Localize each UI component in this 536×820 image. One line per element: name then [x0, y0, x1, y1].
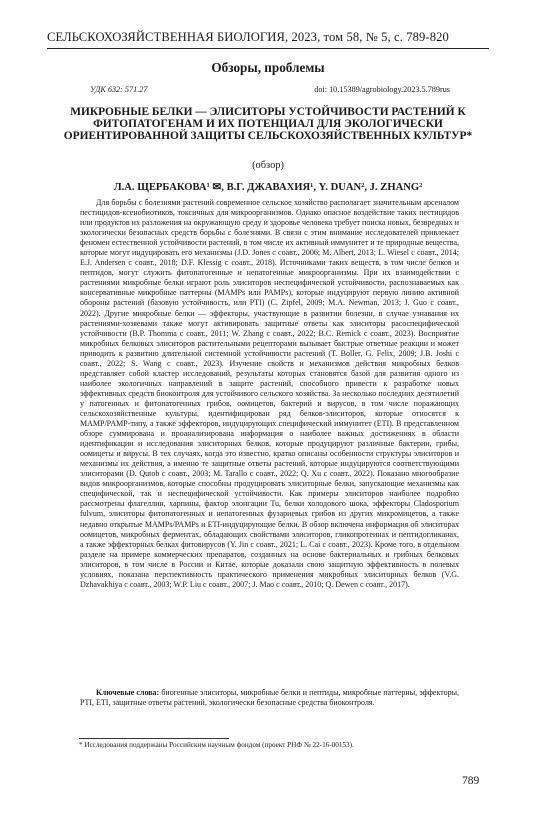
funding-footnote: * Исследования поддержаны Российским научным фондом (проект РНФ № 22-16-00153). [79, 741, 354, 749]
section-title: Обзоры, проблемы [211, 60, 325, 75]
abstract-paragraph: Для борьбы с болезнями растений современное сельское хозяйство располагает значительным арсеналом пестицидов-ксенобиотиков, токсичных для микроорганизмов. Однако опасное воздействие таких пестицидов или продуктов их разложения на окружающую среду и здоровье человека требует поиска новых, безвредных и экологически безопасных средств борьбы с болезнями. В связи с этим внимание исследователей привлекает феномен естественной устойчивости растений, в том числе их активный иммунитет и те природные вещества, которые могут индуцировать его механизмы (J.D. Jones с соавт., 2006; M. Albert, 2013; L. Wiesel с соавт., 2014; E.J. Andersen с соавт., 2018; D.F. Klessig с соавт., 2018). Источниками таких веществ, в том числе белков и пептидов, могут служить фитопатогенные и непатогенные микроорганизмы. При их взаимодействии с растениями микробные белки играют роль элиситоров неспецифической устойчивости, распознаваемых как консервативные микробные паттерны (MAMPs или PAMPs), которые индуцируют первую линию активной обороны растений (базовую устойчивость, или PTI) (C. Zipfel, 2009; M.A. Newman, 2013; J. Guo с соавт., 2022). Другие микробные белки — эффекторы, участвующие в развитии болезни, в случае узнавания их растениями-хозяевами также могут активировать защитные ответы как элиситоры расоспецифической устойчивости (B.P. Thomma с соавт., 2011; W. Zhang с соавт., 2022; B.C. Remick с соавт., 2023). Восприятие микробных белковых элиситоров растительными рецепторами вызывает быстрые ответные реакции и может приводить к развитию длительной системной устойчивости растений (T. Boller, G. Felix, 2009; J.B. Joshi с соавт., 2022; S. Wang с соавт., 2023). Изучение свойств и механизмов действия микробных белков представляет собой кластер исследований, результаты которых становятся базой для развития одного из наиболее экологичных направлений в защите растений, способного привести к разработке новых эффективных средств биоконтроля для устойчивого сельского хозяйства. За несколько последних десятилетий у патогенных и фитопатогенных грибов, оомицетов, бактерий и вирусов, в том числе поражающих сельскохозяйственные культуры, идентифицирован ряд белков-элиситоров, которые относятся к MAMP/PAMP-типу, а также эффекторов, индуцирующих специфический иммунитет (ETI). В представленном обзоре суммирована и проанализирована информация о наиболее важных достижениях в области идентификации и исследования элиситорных белков, которые продуцируют различные бактерии, грибы, оомицеты и вирусы. В тех случаях, когда это известно, кратко описаны особенности структуры элиситоров и механизмы их действия, а именно те защитные ответы растений, которые индуцируются соответствующими элиситорами (D. Qutob с соавт., 2003; M. Tarallo с соавт., 2022; Q. Xu с соавт., 2022). Показано многообразие видов микроорганизмов, которые способны продуцировать элиситорные белки, запускающие механизмы как специфической, так и неспецифической устойчивости. Как примеры элиситоров наиболее подробно рассмотрены флагеллин, харпины, фактор элонгации Tu, белки холодового шока, эффекторы Cladosporium fulvum, элиситоры фитопатогенных и непатогенных фузариевых грибов из других микромицетов, а также недавно открытые MAMPs/PAMPs и ETI-индуцирующие белки. В обзор включена информация об элиситорах оомицетов, микробных ферментах, обладающих свойствами элиситоров, гликопротеинах и пептидогликанах, а также эффекторных белках фитовирусов (Y. Jin с соавт., 2021; L. Cai с соавт., 2023). Кроме того, в отдельном разделе на примере коммерческих препаратов, созданных на основе бактериальных и грибных белковых элиситоров, в том числе в России и Китае, которые доказали свою защитную эффективность в полевых условиях, показана перспективность практического применения микробных элиситорных белков (V.G. Dzhavakhiya с соавт., 2003; W.P. Liu с соавт., 2007; J. Mao с соавт., 2010; Q. Dewen с соавт., 2017). [80, 198, 459, 589]
author-list: Л.А. ЩЕРБАКОВА¹ ✉, В.Г. ДЖАВАХИЯ¹, Y. DUAN², J. ZHANG² [113, 182, 423, 193]
header-divider [47, 48, 489, 49]
journal-header: СЕЛЬСКОХОЗЯЙСТВЕННАЯ БИОЛОГИЯ, 2023, том 58, № 5, с. 789-820 [47, 30, 449, 44]
keywords-label: Ключевые слова: [96, 688, 160, 697]
article-title: МИКРОБНЫЕ БЕЛКИ — ЭЛИСИТОРЫ УСТОЙЧИВОСТИ РАСТЕНИЙ К ФИТОПАТОГЕНАМ И ИХ ПОТЕНЦИАЛ ДЛЯ ЭКОЛОГИЧЕСКИ ОРИЕНТИРОВАННОЙ ЗАЩИТЫ СЕЛЬСКОХОЗЯЙСТВЕННЫХ КУЛЬТУР* [63, 106, 473, 143]
footnote-divider [79, 738, 229, 739]
article-meta [90, 85, 450, 94]
doi-link[interactable]: doi: 10.15389/agrobiology.2023.5.789rus [314, 85, 450, 94]
article-subtitle: (обзор) [252, 160, 284, 171]
keywords-text: биогенные элиситоры, микробные белки и пептиды, микробные паттерны, эффекторы, PTI, ETI, защитные ответы растений, экологически безопасные средства биоконтроля. [80, 688, 459, 708]
udk-code: УДК 632: 571.27 [90, 85, 148, 94]
page-number: 789 [462, 775, 480, 787]
keywords-paragraph [80, 688, 459, 708]
